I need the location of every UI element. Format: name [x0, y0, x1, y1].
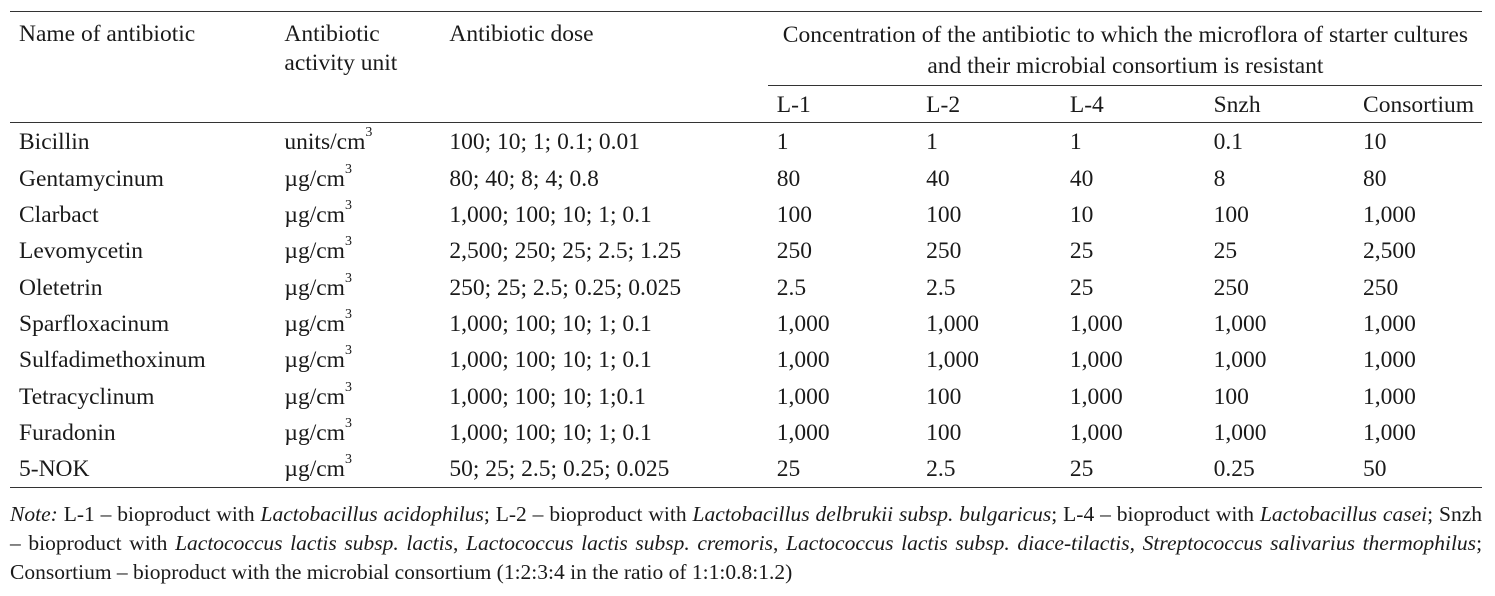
cell-dose: 250; 25; 2.5; 0.25; 0.025	[449, 274, 682, 301]
cell-l4: 10	[1069, 202, 1094, 229]
cell-dose: 2,500; 250; 25; 2.5; 1.25	[449, 238, 682, 265]
cell-l4: 1	[1069, 129, 1082, 156]
cell-consortium: 1,000	[1363, 347, 1416, 374]
cell-unit	[275, 197, 440, 233]
header-sub-l2: L-2	[917, 86, 1061, 123]
cell-l2: 1,000	[926, 347, 980, 374]
note-species: Streptococcus salivarius thermophilus	[1142, 531, 1477, 555]
cell-name: Sulfadimethoxinum	[19, 347, 206, 374]
cell-snzh: 1,000	[1213, 347, 1267, 374]
cell-unit-base: µg/cm	[284, 238, 345, 265]
cell-consortium: 1,000	[1363, 383, 1416, 410]
cell-unit-sup: 3	[344, 343, 352, 359]
table-row	[10, 161, 1482, 197]
table-note	[10, 500, 1482, 587]
cell-dose: 50; 25; 2.5; 0.25; 0.025	[440, 451, 767, 488]
cell-name: Oletetrin	[19, 274, 103, 301]
note-label: Note:	[10, 502, 58, 526]
cell-snzh: 8	[1213, 165, 1226, 192]
cell-unit-sup: 3	[344, 415, 352, 431]
cell-l1: 250	[776, 238, 813, 265]
cell-l2: 2.5	[926, 274, 956, 301]
cell-unit	[275, 415, 440, 451]
note-text: ; L-2 – bioproduct with	[483, 502, 693, 526]
cell-unit	[275, 306, 440, 342]
cell-l2: 2.5	[917, 451, 1061, 488]
cell-consortium: 1,000	[1363, 419, 1416, 446]
cell-dose: 80; 40; 8; 4; 0.8	[449, 165, 599, 192]
note-text: ,	[1129, 531, 1143, 555]
note-text: ; Snzh – bioproduct with	[10, 502, 1482, 555]
cell-l2: 1	[926, 129, 938, 156]
cell-l2: 100	[926, 202, 962, 229]
note-text: ; L-4 – bioproduct with	[1051, 502, 1260, 526]
cell-unit-sup: 3	[344, 198, 352, 214]
cell-name: Sparfloxacinum	[19, 310, 170, 337]
cell-name: Gentamycinum	[19, 165, 164, 192]
header-concentration: Concentration of the antibiotic to which the microflora of starter cultures and their microbial consortium is resistant	[768, 12, 1482, 86]
cell-l2: 100	[926, 419, 962, 446]
cell-dose: 1,000; 100; 10; 1;0.1	[449, 383, 646, 410]
cell-consortium: 1,000	[1363, 310, 1416, 337]
header-sub-l4: L-4	[1061, 86, 1205, 123]
cell-snzh: 25	[1213, 238, 1238, 265]
cell-unit	[275, 161, 440, 197]
cell-consortium: 250	[1363, 274, 1399, 301]
cell-snzh: 0.25	[1205, 451, 1354, 488]
cell-l4: 1,000	[1069, 419, 1123, 446]
cell-consortium: 50	[1354, 451, 1482, 488]
cell-l1: 25	[768, 451, 917, 488]
cell-unit-base: µg/cm	[284, 274, 345, 301]
cell-snzh: 1,000	[1213, 419, 1267, 446]
cell-unit-base: µg/cm	[284, 202, 345, 229]
note-text: ,	[773, 531, 787, 555]
cell-l4: 25	[1069, 238, 1094, 265]
cell-name: Bicillin	[19, 129, 90, 156]
cell-unit-base: µg/cm	[284, 347, 345, 374]
table-row	[10, 342, 1482, 378]
cell-unit	[275, 233, 440, 269]
cell-l2: 40	[926, 165, 950, 192]
cell-snzh: 100	[1213, 202, 1249, 229]
cell-l4: 1,000	[1069, 347, 1123, 374]
cell-l1: 1,000	[776, 310, 830, 337]
cell-dose: 1,000; 100; 10; 1; 0.1	[449, 419, 652, 446]
cell-consortium: 80	[1363, 165, 1387, 192]
cell-snzh: 1,000	[1213, 310, 1267, 337]
cell-unit-base: µg/cm	[284, 456, 345, 483]
cell-snzh: 0.1	[1213, 129, 1243, 156]
cell-l1: 1	[776, 129, 789, 156]
cell-l2: 1,000	[926, 310, 980, 337]
cell-name: 5-NOK	[10, 451, 275, 488]
cell-name: Clarbact	[19, 202, 99, 229]
header-dose: Antibiotic dose	[440, 12, 767, 123]
cell-unit	[275, 342, 440, 378]
cell-name: Tetracyclinum	[19, 383, 155, 410]
cell-l4: 1,000	[1069, 383, 1123, 410]
note-species: Lactobacillus casei	[1259, 502, 1428, 526]
cell-unit-sup: 3	[344, 234, 352, 250]
note-species: Lactobacillus delbrukii subsp. bulgaricus	[692, 502, 1052, 526]
cell-l4: 25	[1061, 451, 1205, 488]
cell-l1: 1,000	[776, 347, 830, 374]
note-species: Lactobacillus acidophilus	[260, 502, 484, 526]
cell-unit-sup: 3	[344, 452, 352, 468]
cell-dose: 1,000; 100; 10; 1; 0.1	[449, 310, 652, 337]
cell-snzh: 100	[1213, 383, 1249, 410]
cell-dose: 1,000; 100; 10; 1; 0.1	[449, 347, 652, 374]
cell-unit-base: µg/cm	[284, 310, 345, 337]
note-text: L-1 – bioproduct with	[57, 502, 261, 526]
cell-l1: 100	[776, 202, 813, 229]
note-species: Lactococcus lactis subsp. diace-tilactis	[786, 531, 1130, 555]
header-unit-line2: activity unit	[284, 50, 398, 77]
cell-consortium: 10	[1363, 129, 1387, 156]
note-species: Lactococcus lactis subsp. lactis	[175, 531, 453, 555]
cell-l4: 40	[1069, 165, 1094, 192]
cell-unit-sup: 3	[365, 125, 373, 141]
cell-consortium: 2,500	[1363, 238, 1416, 265]
cell-unit-base: µg/cm	[284, 383, 345, 410]
cell-l2: 250	[926, 238, 962, 265]
table-row	[10, 270, 1482, 306]
cell-unit-sup: 3	[344, 306, 352, 322]
cell-l2: 100	[926, 383, 962, 410]
header-sub-snzh: Snzh	[1205, 86, 1354, 123]
cell-l1: 1,000	[776, 383, 830, 410]
table-row	[10, 197, 1482, 233]
cell-l4: 1,000	[1069, 310, 1123, 337]
header-unit	[275, 12, 440, 123]
table-row	[10, 379, 1482, 415]
note-text: ,	[453, 531, 467, 555]
cell-dose: 100; 10; 1; 0.1; 0.01	[449, 129, 640, 156]
cell-unit-sup: 3	[344, 270, 352, 286]
cell-unit-sup: 3	[344, 161, 352, 177]
table-body	[10, 123, 1482, 488]
table-row	[10, 233, 1482, 269]
antibiotic-resistance-table-container	[10, 11, 1482, 488]
cell-name: Furadonin	[19, 419, 116, 446]
cell-unit-base: µg/cm	[284, 165, 345, 192]
table-row	[10, 451, 1482, 488]
note-text: ; Consortium – bioproduct with the microbial consortium (1:2:3:4 in the ratio of 1:1:0.8:1.2)	[10, 531, 1483, 584]
header-unit-line1: Antibiotic	[284, 21, 380, 47]
cell-unit	[275, 123, 440, 161]
header-sub-l1: L-1	[768, 86, 917, 123]
cell-unit-sup: 3	[344, 379, 352, 395]
cell-unit-base: µg/cm	[284, 419, 345, 446]
cell-l1: 2.5	[776, 274, 807, 301]
cell-dose: 1,000; 100; 10; 1; 0.1	[449, 202, 652, 229]
cell-l4: 25	[1069, 274, 1094, 301]
table-row	[10, 123, 1482, 161]
header-name: Name of antibiotic	[10, 12, 275, 123]
cell-l1: 1,000	[776, 419, 830, 446]
table-row	[10, 415, 1482, 451]
antibiotic-resistance-table	[10, 11, 1482, 488]
cell-unit-base: units/cm	[284, 129, 366, 156]
cell-snzh: 250	[1213, 274, 1249, 301]
header-sub-consortium: Consortium	[1354, 86, 1482, 123]
cell-consortium: 1,000	[1363, 202, 1416, 229]
cell-unit	[275, 379, 440, 415]
table-row	[10, 306, 1482, 342]
cell-l1: 80	[776, 165, 801, 192]
cell-unit	[275, 270, 440, 306]
cell-unit	[275, 451, 440, 488]
cell-name: Levomycetin	[19, 238, 143, 265]
note-species: Lactococcus lactis subsp. cremoris	[466, 531, 774, 555]
